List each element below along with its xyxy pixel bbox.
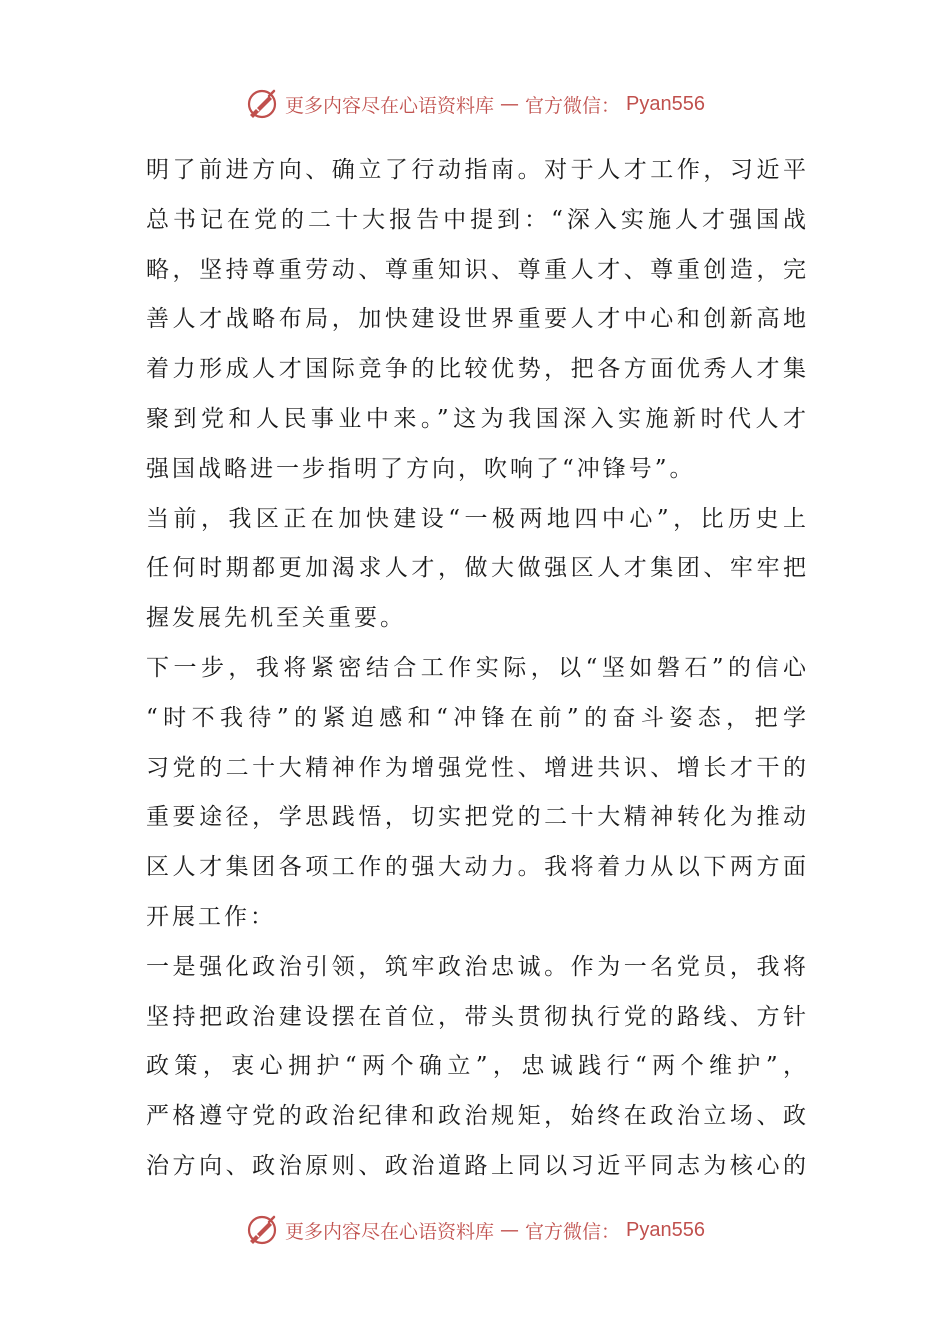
text-line: 下一步，我将紧密结合工作实际，以“坚如磐石”的信心 (146, 654, 806, 681)
text-line: 聚到党和人民事业中来。”这为我国深入实施新时代人才 (146, 405, 806, 432)
text-line: 总书记在党的二十大报告中提到：“深入实施人才强国战 (146, 206, 806, 233)
header-wechat-label: 官方微信： (525, 94, 621, 117)
text-line: 善人才战略布局，加快建设世界重要人才中心和创新高地 (146, 306, 806, 333)
footer-dash: — (500, 1219, 520, 1241)
text-line: 治方向、政治原则、政治道路上同以习近平同志为核心的 (146, 1152, 806, 1179)
header-wechat-id: Pyan556 (626, 92, 705, 115)
footer-site-name: 更多内容尽在心语资料库 (285, 1220, 495, 1243)
text-line: 习党的二十大精神作为增强党性、增进共识、增长才干的 (146, 754, 806, 781)
text-line: 任何时期都更加渴求人才，做大做强区人才集团、牢牢把 (146, 555, 806, 582)
text-line: 明了前进方向、确立了行动指南。对于人才工作，习近平 (146, 157, 806, 183)
text-line: 区人才集团各项工作的强大动力。我将着力从以下两方面 (146, 854, 806, 881)
footer-wechat-label: 官方微信： (525, 1220, 621, 1243)
text-line: 重要途径，学思践悟，切实把党的二十大精神转化为推动 (146, 804, 806, 831)
text-line: “时不我待”的紧迫感和“冲锋在前”的奋斗姿态，把学 (146, 704, 806, 731)
text-line: 开展工作： (146, 903, 276, 930)
text-line: 着力形成人才国际竞争的比较优势，把各方面优秀人才集 (146, 356, 806, 383)
text-line: 严格遵守党的政治纪律和政治规矩，始终在政治立场、政 (146, 1103, 806, 1130)
text-line: 当前，我区正在加快建设“一极两地四中心”，比历史上 (146, 505, 806, 532)
text-line: 强国战略进一步指明了方向，吹响了“冲锋号”。 (146, 455, 696, 482)
text-line: 坚持把政治建设摆在首位，带头贯彻执行党的路线、方针 (146, 1003, 806, 1030)
header-site-name: 更多内容尽在心语资料库 (285, 94, 495, 117)
pen-circle-logo-icon (245, 87, 279, 121)
text-line: 握发展先机至关重要。 (146, 605, 406, 632)
text-line: 一是强化政治引领，筑牢政治忠诚。作为一名党员，我将 (146, 953, 806, 980)
text-line: 略，坚持尊重劳动、尊重知识、尊重人才、尊重创造，完 (146, 256, 806, 283)
document-body (146, 146, 806, 1192)
header-watermark (0, 84, 950, 124)
footer-watermark (0, 1210, 950, 1250)
text-line: 政策，衷心拥护“两个确立”，忠诚践行“两个维护”， (146, 1053, 806, 1080)
header-dash: — (500, 93, 520, 115)
pen-circle-logo-icon (245, 1213, 279, 1247)
footer-wechat-id: Pyan556 (626, 1218, 705, 1241)
